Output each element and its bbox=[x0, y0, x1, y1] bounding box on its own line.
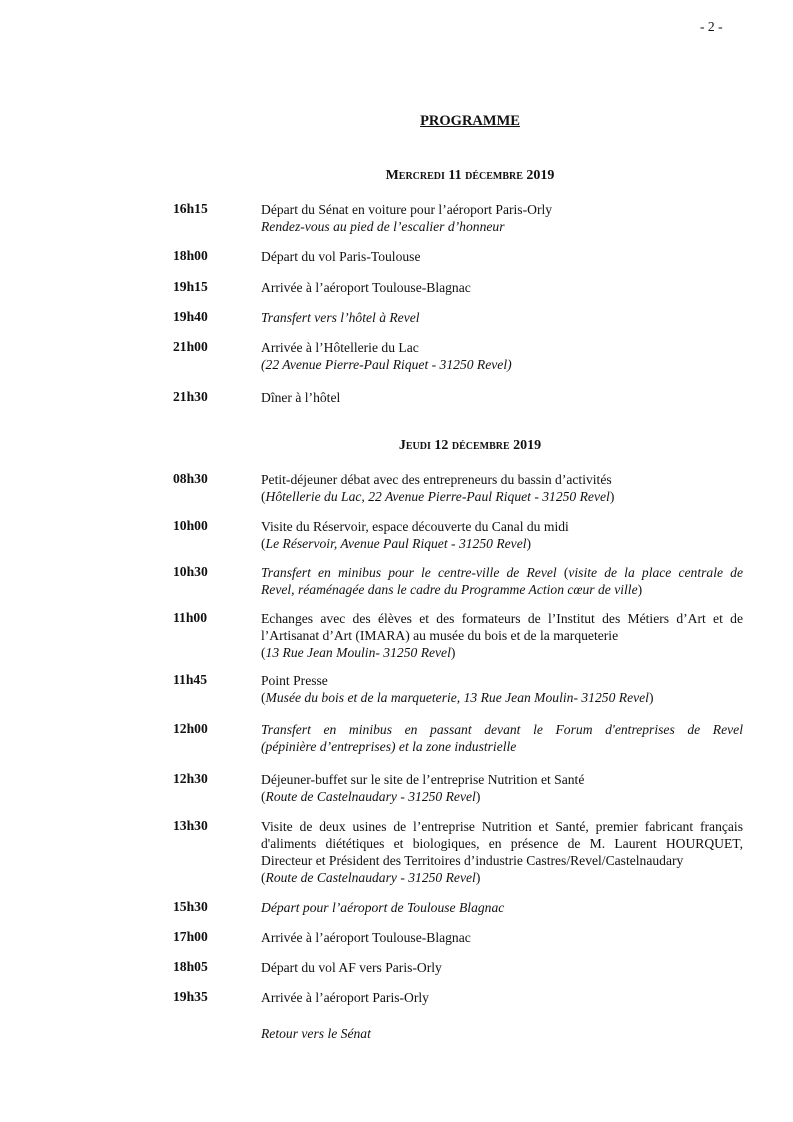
description-line bbox=[261, 279, 743, 296]
text-segment: Arrivée à l’aéroport Paris-Orly bbox=[261, 990, 429, 1005]
entry-description bbox=[261, 929, 743, 946]
text-segment: Route de Castelnaudary - 31250 Revel bbox=[265, 870, 476, 885]
description-line bbox=[261, 339, 743, 356]
entry-time: 19h40 bbox=[173, 309, 208, 324]
text-segment: Echanges avec des élèves et des formateurs de l’Institut des Métiers d’Art et de bbox=[261, 611, 743, 626]
text-segment: ) bbox=[637, 582, 643, 597]
description-line bbox=[261, 218, 743, 235]
description-line bbox=[261, 852, 743, 869]
entry-description bbox=[261, 389, 743, 406]
day-heading bbox=[0, 168, 793, 184]
text-segment: Petit-déjeuner débat avec des entrepreneurs du bassin d’activités bbox=[261, 472, 612, 487]
page-title: PROGRAMME bbox=[420, 113, 520, 129]
text-segment: ) bbox=[526, 536, 532, 551]
page-number: - 2 - bbox=[700, 19, 723, 34]
entry-time: 11h45 bbox=[173, 672, 207, 687]
entry-description bbox=[261, 248, 743, 265]
description-line bbox=[261, 721, 743, 738]
entry-time: 13h30 bbox=[173, 818, 208, 833]
entry-description bbox=[261, 339, 743, 373]
entry-time: 21h30 bbox=[173, 389, 208, 404]
text-segment: Transfert en minibus pour le centre-ville de Revel bbox=[261, 565, 564, 580]
text-segment: ( bbox=[261, 489, 266, 504]
closing-note: Retour vers le Sénat bbox=[261, 1026, 371, 1041]
description-line bbox=[261, 788, 743, 805]
text-segment: Arrivée à l’aéroport Toulouse-Blagnac bbox=[261, 280, 471, 295]
text-segment: ( bbox=[261, 690, 266, 705]
text-segment: 13 Rue Jean Moulin- 31250 Revel bbox=[265, 645, 451, 660]
description-line bbox=[261, 535, 743, 552]
description-line bbox=[261, 309, 743, 326]
description-line bbox=[261, 818, 743, 835]
description-line bbox=[261, 689, 743, 706]
text-segment: ( bbox=[261, 645, 266, 660]
text-segment: ) bbox=[609, 489, 615, 504]
text-segment: ) bbox=[475, 789, 481, 804]
day-date: 12 décembre 2019 bbox=[434, 438, 542, 453]
text-segment: Visite de deux usines de l’entreprise Nutrition et Santé, premier fabricant français bbox=[261, 819, 743, 834]
entry-time: 12h00 bbox=[173, 721, 208, 736]
entry-time: 08h30 bbox=[173, 471, 208, 486]
description-line bbox=[261, 581, 743, 598]
description-line bbox=[261, 471, 743, 488]
text-segment: visite de la place centrale de bbox=[568, 565, 743, 580]
day-date: 11 décembre 2019 bbox=[448, 168, 555, 183]
entry-description bbox=[261, 610, 743, 661]
entry-time: 11h00 bbox=[173, 610, 207, 625]
entry-description bbox=[261, 518, 743, 552]
entry-time: 12h30 bbox=[173, 771, 208, 786]
text-segment: Départ du vol Paris-Toulouse bbox=[261, 249, 421, 264]
entry-description bbox=[261, 672, 743, 706]
entry-time: 21h00 bbox=[173, 339, 208, 354]
description-line bbox=[261, 201, 743, 218]
entry-description bbox=[261, 309, 743, 326]
description-line bbox=[261, 738, 743, 755]
text-segment: ) bbox=[475, 870, 481, 885]
day-name: Mercredi bbox=[385, 168, 445, 183]
entry-description bbox=[261, 201, 743, 235]
entry-description bbox=[261, 279, 743, 296]
text-segment: Transfert vers l’hôtel à Revel bbox=[261, 310, 420, 325]
day-heading bbox=[0, 438, 793, 454]
text-segment: Musée du bois et de la marqueterie, 13 Rue Jean Moulin- 31250 Revel bbox=[265, 690, 649, 705]
entry-time: 18h00 bbox=[173, 248, 208, 263]
entry-time: 15h30 bbox=[173, 899, 208, 914]
entry-time: 10h00 bbox=[173, 518, 208, 533]
text-segment: Déjeuner-buffet sur le site de l’entreprise Nutrition et Santé bbox=[261, 772, 585, 787]
text-segment: ) bbox=[648, 690, 654, 705]
entry-time: 18h05 bbox=[173, 959, 208, 974]
description-line bbox=[261, 518, 743, 535]
description-line bbox=[261, 627, 743, 644]
text-segment: Revel, réaménagée dans le cadre du Programme Action cœur de ville bbox=[261, 582, 638, 597]
text-segment: Point Presse bbox=[261, 673, 328, 688]
text-segment: (22 Avenue Pierre-Paul Riquet - 31250 Revel) bbox=[261, 357, 512, 372]
text-segment: d'aliments diététiques et biologiques, en présence de M. Laurent HOURQUET, bbox=[261, 836, 743, 851]
text-segment: Arrivée à l’Hôtellerie du Lac bbox=[261, 340, 419, 355]
text-segment: ( bbox=[261, 870, 266, 885]
text-segment: (pépinière d’entreprises) et la zone industrielle bbox=[261, 739, 517, 754]
description-line bbox=[261, 835, 743, 852]
text-segment: Visite du Réservoir, espace découverte du Canal du midi bbox=[261, 519, 569, 534]
text-segment: Hôtellerie du Lac, 22 Avenue Pierre-Paul Riquet - 31250 Revel bbox=[265, 489, 610, 504]
entry-description bbox=[261, 771, 743, 805]
text-segment: Le Réservoir, Avenue Paul Riquet - 31250 Revel bbox=[265, 536, 527, 551]
entry-description bbox=[261, 471, 743, 505]
text-segment: Transfert en minibus en passant devant le Forum d'entreprises de Revel bbox=[261, 722, 743, 737]
description-line bbox=[261, 488, 743, 505]
description-line bbox=[261, 899, 743, 916]
entry-time: 17h00 bbox=[173, 929, 208, 944]
entry-description bbox=[261, 721, 743, 755]
description-line bbox=[261, 869, 743, 886]
entry-time: 19h15 bbox=[173, 279, 208, 294]
text-segment: Départ du Sénat en voiture pour l’aéroport Paris-Orly bbox=[261, 202, 553, 217]
description-line bbox=[261, 959, 743, 976]
description-line bbox=[261, 929, 743, 946]
entry-time: 19h35 bbox=[173, 989, 208, 1004]
text-segment: Dîner à l’hôtel bbox=[261, 390, 341, 405]
description-line bbox=[261, 564, 743, 581]
text-segment: ( bbox=[563, 565, 569, 580]
description-line bbox=[261, 989, 743, 1006]
entry-description bbox=[261, 989, 743, 1006]
day-name: Jeudi bbox=[398, 438, 431, 453]
text-segment: Rendez-vous au pied de l’escalier d’honneur bbox=[261, 219, 505, 234]
entry-description bbox=[261, 959, 743, 976]
description-line bbox=[261, 610, 743, 627]
description-line bbox=[261, 248, 743, 265]
text-segment: ( bbox=[261, 789, 266, 804]
text-segment: Départ pour l’aéroport de Toulouse Blagnac bbox=[261, 900, 505, 915]
description-line bbox=[261, 356, 743, 373]
description-line bbox=[261, 644, 743, 661]
text-segment: l’Artisanat d’Art (IMARA) au musée du bois et de la marqueterie bbox=[261, 628, 619, 643]
text-segment: Départ du vol AF vers Paris-Orly bbox=[261, 960, 442, 975]
text-segment: Arrivée à l’aéroport Toulouse-Blagnac bbox=[261, 930, 471, 945]
entry-description bbox=[261, 818, 743, 886]
description-line bbox=[261, 771, 743, 788]
entry-description bbox=[261, 899, 743, 916]
text-segment: Directeur et Président des Territoires d’industrie Castres/Revel/Castelnaudary bbox=[261, 853, 684, 868]
description-line bbox=[261, 672, 743, 689]
text-segment: ( bbox=[261, 536, 266, 551]
entry-description bbox=[261, 564, 743, 598]
description-line bbox=[261, 389, 743, 406]
entry-time: 10h30 bbox=[173, 564, 208, 579]
entry-time: 16h15 bbox=[173, 201, 208, 216]
text-segment: Route de Castelnaudary - 31250 Revel bbox=[265, 789, 476, 804]
text-segment: ) bbox=[450, 645, 456, 660]
